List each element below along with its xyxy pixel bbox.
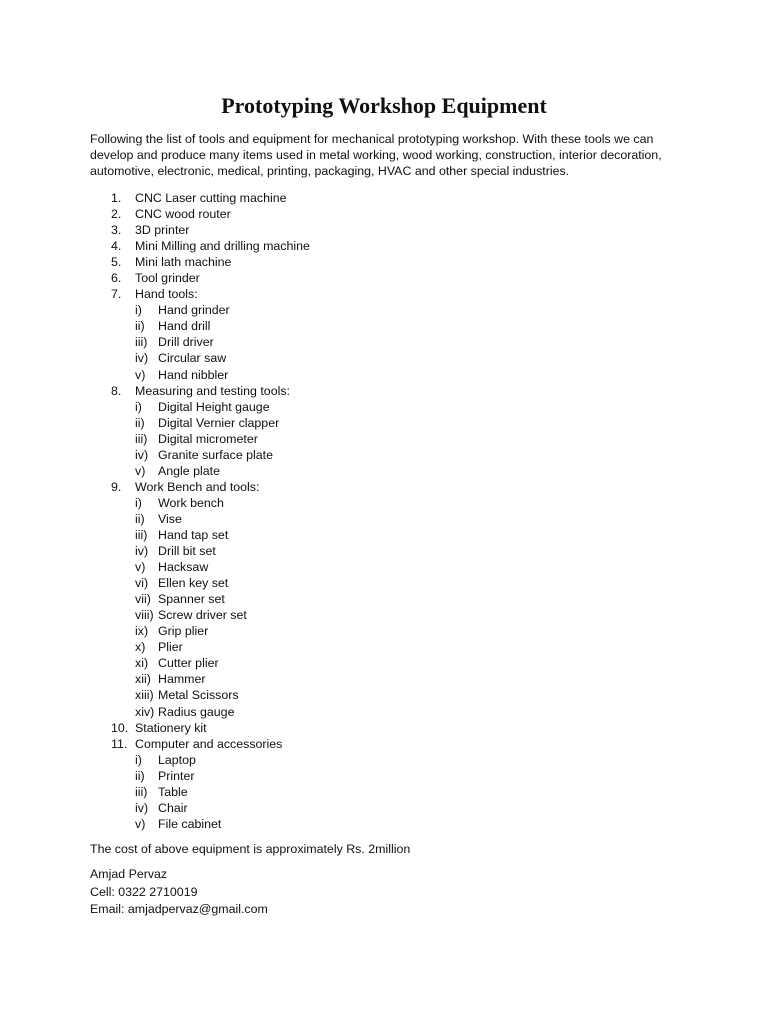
sub-list-item — [90, 607, 650, 623]
sub-item-text: Grip plier — [158, 624, 209, 639]
list-item-number: 11. — [111, 736, 128, 751]
list-item-text: 3D printer — [135, 223, 190, 238]
sub-list-item — [90, 784, 650, 800]
sub-item-numeral: x) — [135, 640, 146, 655]
sub-item-numeral: iii) — [135, 784, 148, 799]
intro-line: Following the list of tools and equipment for mechanical prototyping workshop. With these tools we can — [90, 132, 654, 146]
sub-item-numeral: ii) — [135, 319, 145, 334]
sub-list-item — [90, 415, 650, 431]
intro-line: develop and produce many items used in metal working, wood working, construction, interior decoration, — [90, 148, 662, 163]
sub-list-item — [90, 495, 650, 511]
sub-item-numeral: v) — [135, 463, 146, 478]
sub-list-item — [90, 768, 650, 784]
sub-item-numeral: viii) — [135, 608, 154, 623]
contact-name: Amjad Pervaz — [90, 867, 168, 881]
list-item-text: Mini Milling and drilling machine — [135, 239, 310, 254]
sub-item-text: Circular saw — [158, 351, 227, 366]
sub-list-item — [90, 687, 650, 703]
list-item-number: 2. — [111, 207, 122, 222]
sub-list-item — [90, 704, 650, 720]
contact-email: Email: amjadpervaz@gmail.com — [90, 902, 268, 916]
sub-item-text: Digital micrometer — [158, 431, 258, 446]
list-item-text: Stationery kit — [135, 720, 207, 735]
sub-item-text: Angle plate — [158, 463, 221, 478]
sub-item-text: Hand drill — [158, 319, 211, 334]
sub-list-item — [90, 575, 650, 591]
sub-item-text: Work bench — [158, 495, 224, 510]
list-item-number: 7. — [111, 287, 122, 302]
list-item-text: Work Bench and tools: — [135, 479, 260, 494]
list-item-number: 8. — [111, 383, 122, 398]
contact-cell: Cell: 0322 2710019 — [90, 884, 198, 899]
sub-item-text: Drill bit set — [158, 544, 216, 559]
sub-list-item — [90, 527, 650, 543]
list-item-number: 1. — [111, 191, 122, 205]
sub-item-numeral: vii) — [135, 592, 151, 607]
sub-item-numeral: v) — [135, 816, 146, 831]
sub-item-text: Drill driver — [158, 335, 214, 350]
sub-list-item — [90, 350, 650, 366]
list-item-number: 10. — [111, 720, 129, 735]
list-item-text: Mini lath machine — [135, 255, 232, 270]
sub-item-numeral: xiii) — [135, 688, 154, 703]
sub-item-text: Hand nibbler — [158, 367, 229, 382]
list-item-number: 6. — [111, 271, 122, 286]
sub-item-text: Hacksaw — [158, 560, 209, 575]
list-item-text: Computer and accessories — [135, 736, 283, 751]
sub-list-item — [90, 399, 650, 415]
sub-list-item — [90, 655, 650, 671]
sub-list-item — [90, 318, 650, 334]
sub-item-text: Laptop — [158, 752, 196, 767]
sub-item-numeral: iv) — [135, 447, 149, 462]
sub-list-item — [90, 511, 650, 527]
sub-item-numeral: ii) — [135, 511, 145, 526]
sub-item-numeral: i) — [135, 303, 142, 318]
sub-item-numeral: xiv) — [135, 704, 155, 719]
sub-list-item — [90, 671, 650, 687]
sub-list-item — [90, 302, 650, 318]
sub-list-item — [90, 591, 650, 607]
sub-item-numeral: ii) — [135, 768, 145, 783]
list-item — [90, 736, 650, 752]
list-item — [90, 479, 650, 495]
sub-item-text: Granite surface plate — [158, 447, 274, 462]
sub-item-text: Spanner set — [158, 592, 225, 607]
sub-item-text: Vise — [158, 511, 182, 526]
sub-item-numeral: xi) — [135, 656, 149, 671]
list-item — [90, 286, 650, 302]
equipment-list — [90, 190, 650, 832]
sub-item-numeral: ix) — [135, 624, 149, 639]
sub-item-text: Table — [158, 784, 188, 799]
sub-list-item — [90, 447, 650, 463]
sub-item-numeral: v) — [135, 367, 146, 382]
sub-item-numeral: iv) — [135, 544, 149, 559]
sub-item-text: Screw driver set — [158, 608, 247, 623]
sub-item-text: Hammer — [158, 672, 206, 687]
list-item — [90, 206, 650, 222]
sub-list-item — [90, 543, 650, 559]
list-item — [90, 254, 650, 270]
intro-paragraph — [90, 131, 690, 180]
sub-list-item — [90, 367, 650, 383]
sub-item-text: Metal Scissors — [158, 688, 239, 703]
list-item — [90, 720, 650, 736]
cost-statement: The cost of above equipment is approximately Rs. 2million — [90, 842, 411, 856]
list-item — [90, 222, 650, 238]
sub-list-item — [90, 639, 650, 655]
sub-item-numeral: ii) — [135, 415, 145, 430]
list-item-number: 5. — [111, 255, 122, 270]
sub-item-text: Cutter plier — [158, 656, 219, 671]
list-item-text: Measuring and testing tools: — [135, 383, 290, 398]
sub-item-numeral: vi) — [135, 576, 149, 591]
sub-item-text: Radius gauge — [158, 704, 235, 719]
sub-item-text: Digital Height gauge — [158, 399, 270, 414]
sub-list-item — [90, 463, 650, 479]
sub-list-item — [90, 334, 650, 350]
document-title: Prototyping Workshop Equipment — [221, 93, 547, 118]
list-item — [90, 238, 650, 254]
intro-line: automotive, electronic, medical, printing, packaging, HVAC and other special industries. — [90, 164, 570, 179]
sub-list-item — [90, 816, 650, 832]
sub-list-item — [90, 800, 650, 816]
sub-list-item — [90, 752, 650, 768]
sub-item-numeral: iii) — [135, 335, 148, 350]
sub-list-item — [90, 559, 650, 575]
sub-item-text: Digital Vernier clapper — [158, 415, 280, 430]
list-item — [90, 383, 650, 399]
sub-item-numeral: i) — [135, 495, 142, 510]
list-item-number: 9. — [111, 479, 122, 494]
sub-item-numeral: i) — [135, 752, 142, 767]
list-item-number: 3. — [111, 223, 122, 238]
sub-item-text: Ellen key set — [158, 576, 229, 591]
sub-item-text: Chair — [158, 800, 188, 815]
list-item-text: Tool grinder — [135, 271, 200, 286]
sub-list-item — [90, 623, 650, 639]
sub-item-numeral: iii) — [135, 527, 148, 542]
list-item-text: CNC Laser cutting machine — [135, 191, 287, 205]
list-item — [90, 190, 650, 206]
sub-item-numeral: iii) — [135, 431, 148, 446]
list-item-text: CNC wood router — [135, 207, 231, 222]
sub-item-numeral: iv) — [135, 351, 149, 366]
sub-item-numeral: v) — [135, 560, 146, 575]
sub-item-numeral: iv) — [135, 800, 149, 815]
sub-item-text: File cabinet — [158, 816, 222, 831]
sub-item-text: Printer — [158, 768, 195, 783]
sub-item-numeral: i) — [135, 399, 142, 414]
list-item-number: 4. — [111, 239, 122, 254]
list-item — [90, 270, 650, 286]
sub-item-numeral: xii) — [135, 672, 151, 687]
list-item-text: Hand tools: — [135, 287, 198, 302]
contact-block — [90, 866, 268, 919]
sub-list-item — [90, 431, 650, 447]
sub-item-text: Hand tap set — [158, 527, 229, 542]
sub-item-text: Hand grinder — [158, 303, 230, 318]
sub-item-text: Plier — [158, 640, 183, 655]
